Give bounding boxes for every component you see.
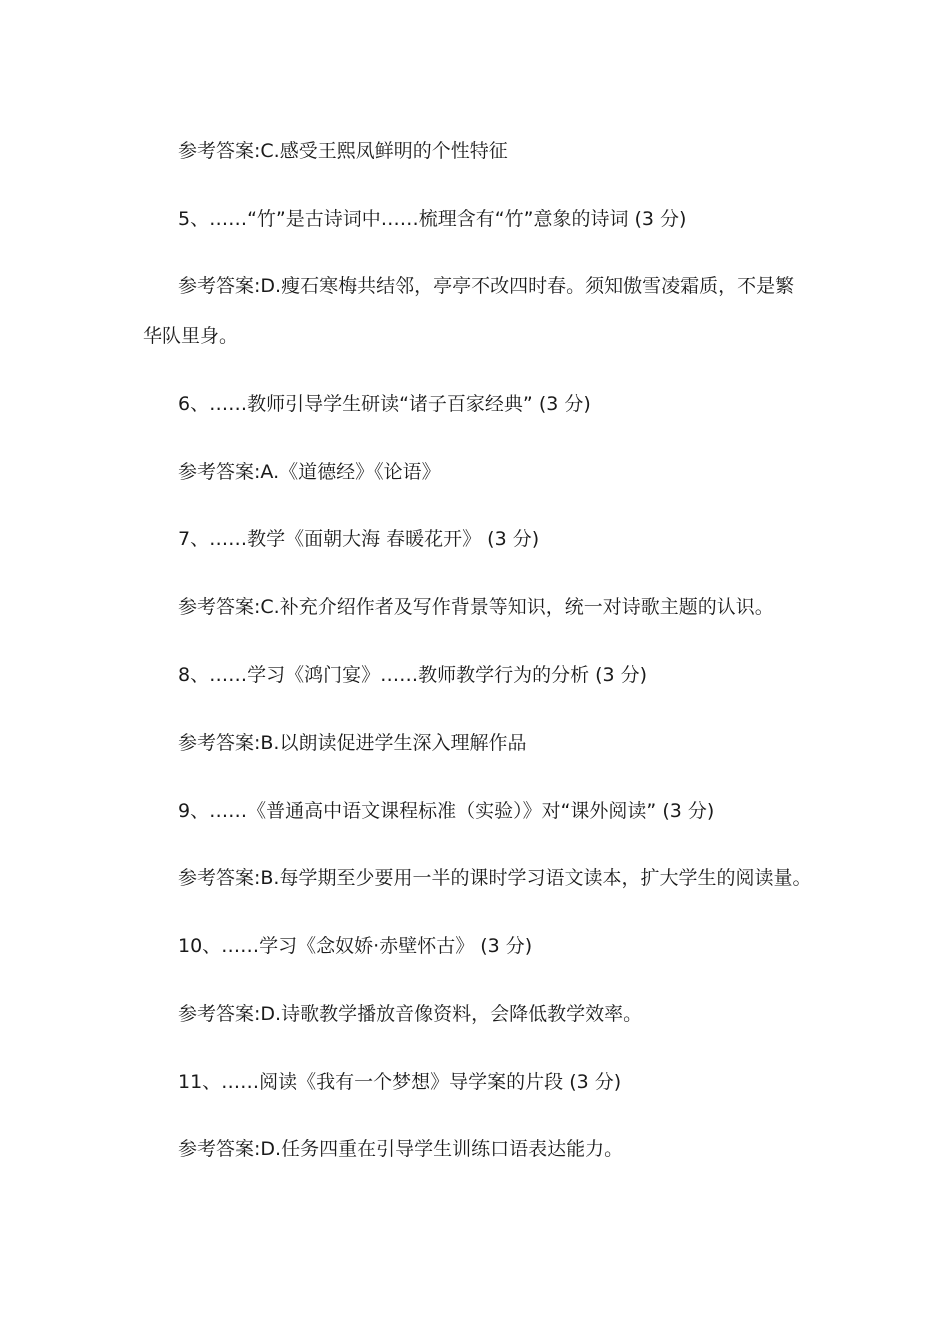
- answer-line-6: 参考答案:A.《道德经》《论语》: [178, 461, 441, 483]
- question-line-7: 7、……教学《面朝大海 春暖花开》 (3 分): [178, 528, 540, 550]
- answer-line-10: 参考答案:D.诗歌教学播放音像资料，会降低教学效率。: [178, 1003, 643, 1025]
- answer-line-7: 参考答案:C.补充介绍作者及写作背景等知识，统一对诗歌主题的认识。: [178, 596, 774, 618]
- answer-line-5-continued: 华队里身。: [143, 325, 239, 347]
- answer-line-8: 参考答案:B.以朗读促进学生深入理解作品: [178, 732, 527, 754]
- question-line-11: 11、……阅读《我有一个梦想》导学案的片段 (3 分): [178, 1071, 622, 1093]
- answer-line-9: 参考答案:B.每学期至少要用一半的课时学习语文读本，扩大学生的阅读量。: [178, 867, 812, 889]
- question-line-10: 10、……学习《念奴娇·赤壁怀古》 (3 分): [178, 935, 533, 957]
- question-line-6: 6、……教师引导学生研读“诸子百家经典” (3 分): [178, 393, 591, 415]
- answer-line-5: 参考答案:D.瘦石寒梅共结邻，亭亭不改四时春。须知傲雪凌霜质，不是繁: [178, 275, 795, 297]
- question-line-8: 8、……学习《鸿门宴》……教师教学行为的分析 (3 分): [178, 664, 648, 686]
- answer-line-11: 参考答案:D.任务四重在引导学生训练口语表达能力。: [178, 1138, 624, 1160]
- question-line-9: 9、……《普通高中语文课程标准（实验）》对“课外阅读” (3 分): [178, 800, 715, 822]
- answer-line-4: 参考答案:C.感受王熙凤鲜明的个性特征: [178, 140, 508, 162]
- question-line-5: 5、……“竹”是古诗词中……梳理含有“竹”意象的诗词 (3 分): [178, 208, 687, 230]
